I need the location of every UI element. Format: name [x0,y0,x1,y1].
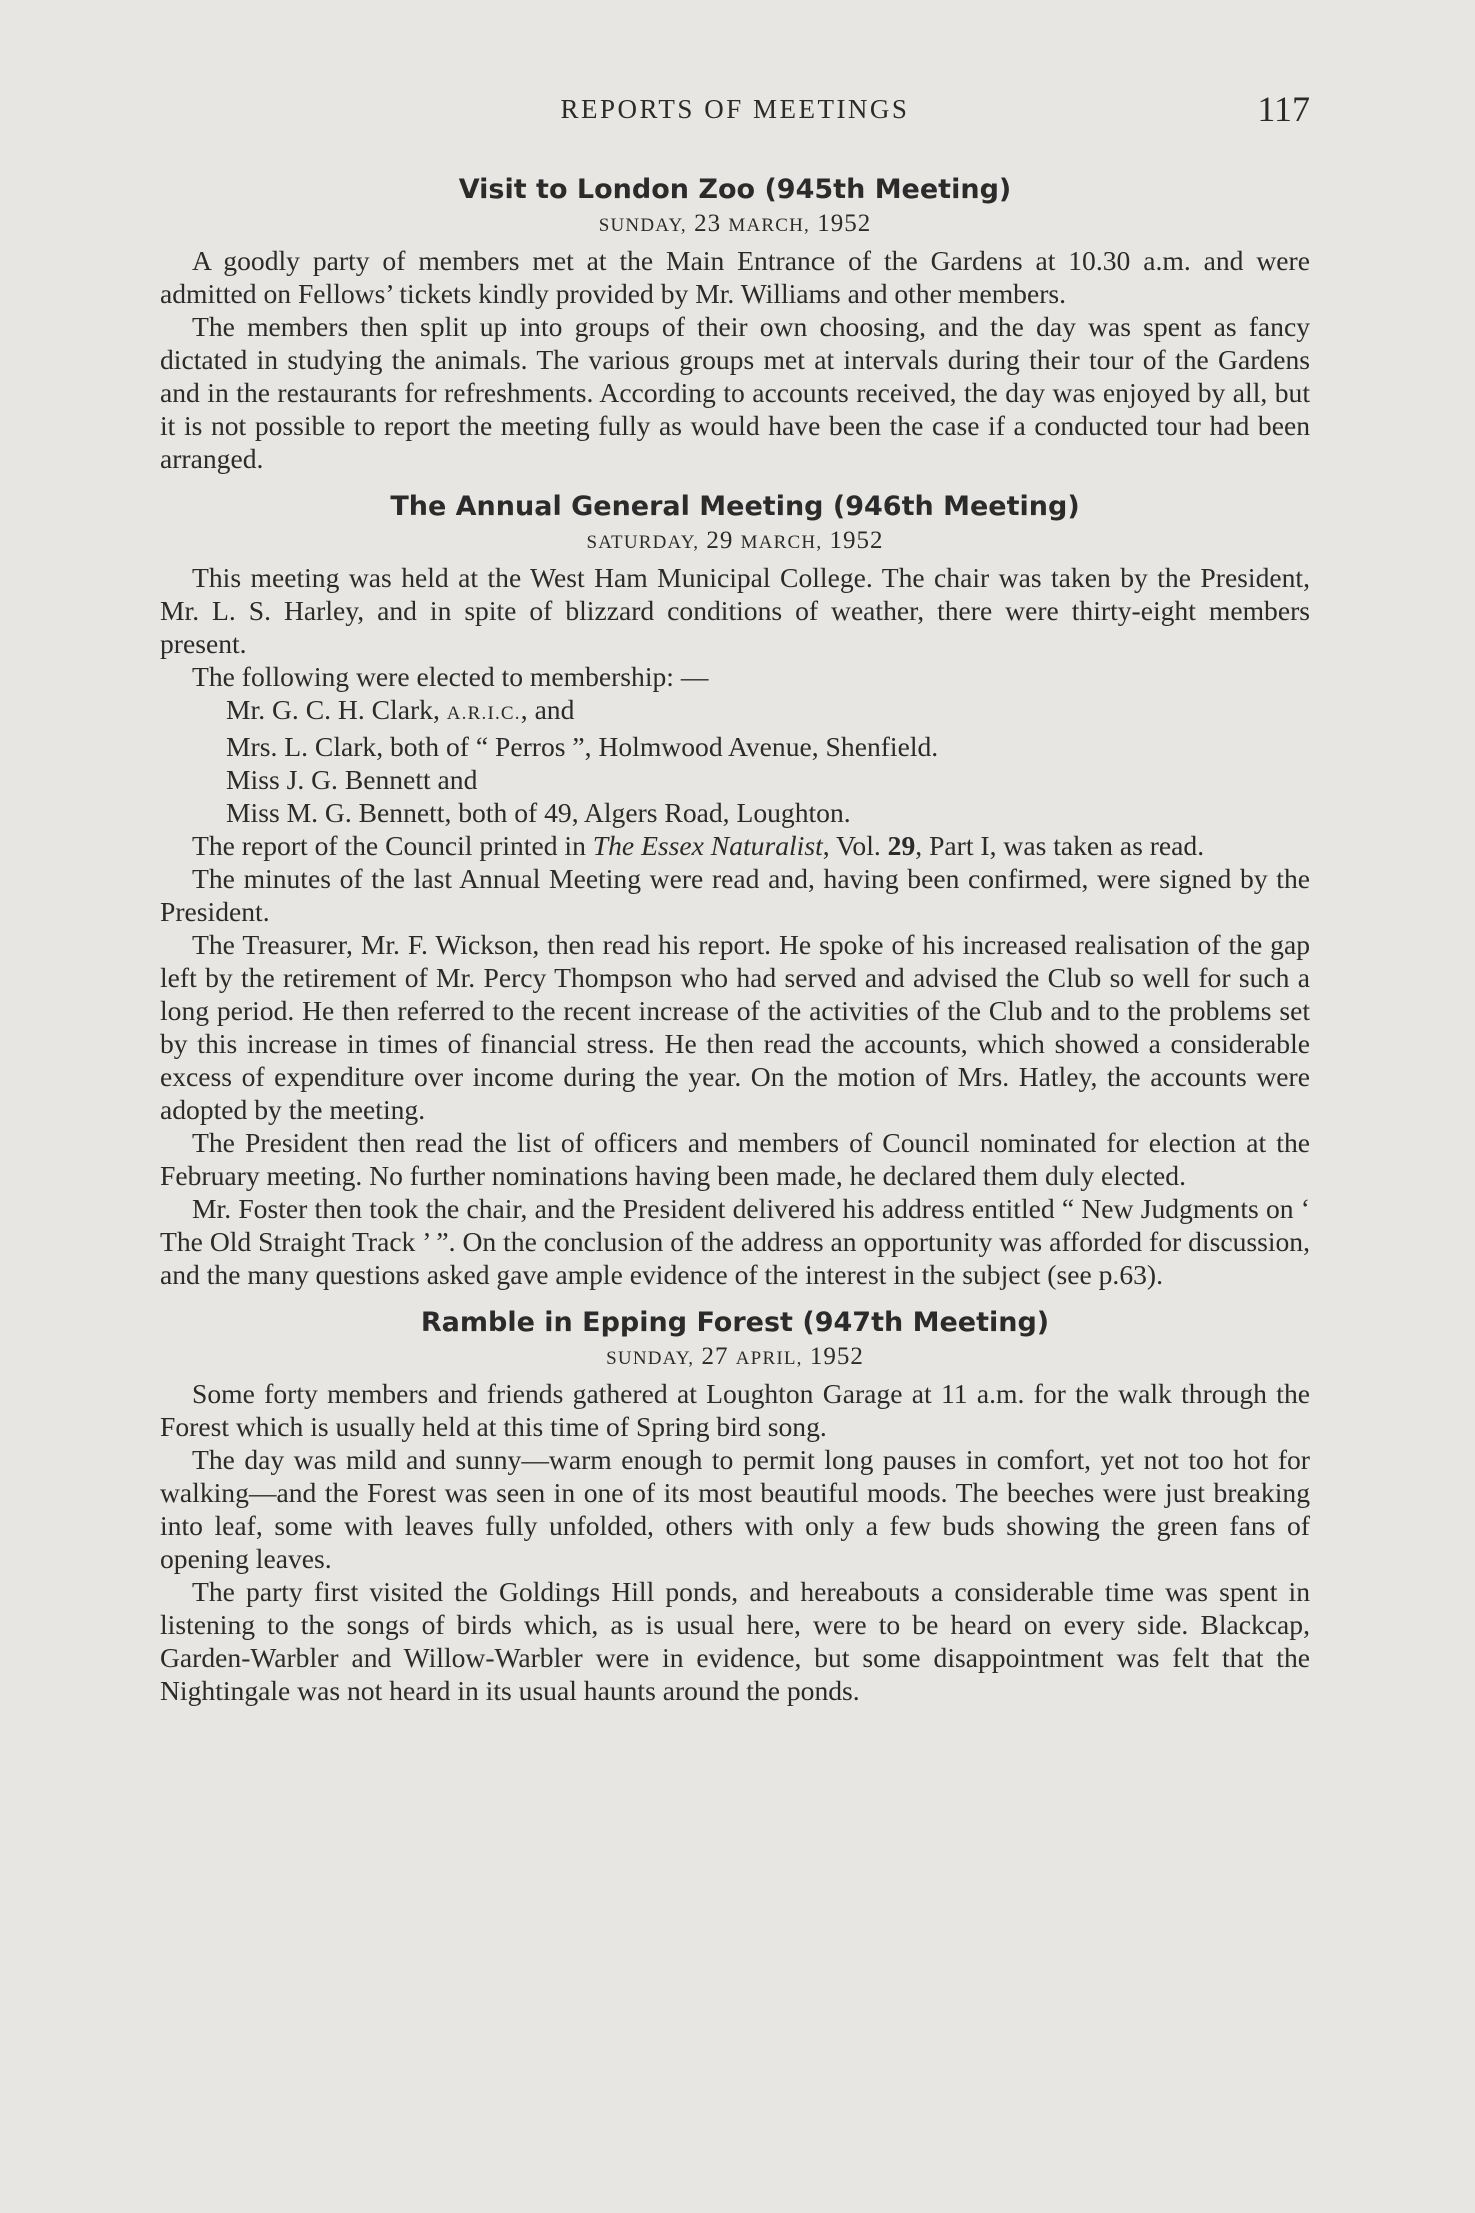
date-year: 1952 [829,527,884,554]
member-entry: Miss M. G. Bennett, both of 49, Algers Road, Loughton. [226,797,851,828]
date-month: MARCH, [728,215,811,236]
paragraph: The party first visited the Goldings Hill ponds, and hereabouts a considerable time was spent in listening to the songs of birds which, as is usual here, were to be heard on every side. Blackcap, Garden-Warbler and Willow-Warbler were in evidence, but some disappointment was felt that the Nightingale was not heard in its usual haunts around the ponds. [160,1576,1310,1706]
date-day: 27 [701,1343,729,1370]
volume-number: 29 [887,830,916,861]
paragraph [160,829,1310,862]
date-weekday: SATURDAY, [586,532,700,553]
paragraph: Some forty members and friends gathered at Loughton Garage at 11 a.m. for the walk through the Forest which is usually held at this time of Spring bird song. [160,1378,1310,1442]
paragraph: The Treasurer, Mr. F. Wickson, then read his report. He spoke of his increased realisation of the gap left by the retirement of Mr. Percy Thompson who had served and advised the Club so well for such a long period. He then referred to the recent increase of the activities of the Club and to the problems set by this increase in times of financial stress. He then read the accounts, which showed a considerable excess of expenditure over income during the year. On the motion of Mrs. Hatley, the accounts were adopted by the meeting. [160,929,1310,1125]
date-year: 1952 [809,1343,864,1370]
member-entry: Mrs. L. Clark, both of “ Perros ”, Holmwood Avenue, Shenfield. [226,731,939,762]
running-title: REPORTS OF MEETINGS [560,94,910,124]
text-run: , Part I, was taken as read. [915,830,1205,861]
running-head [160,88,1310,138]
date-weekday: SUNDAY, [598,215,687,236]
text-run: , Vol. [822,830,888,861]
paragraph: A goodly party of members met at the Main Entrance of the Gardens at 10.30 a.m. and were admitted on Fellows’ tickets kindly provided by Mr. Williams and other members. [160,245,1310,309]
member-entry [160,693,1310,730]
date-weekday: SUNDAY, [606,1348,695,1369]
paragraph: The following were elected to membership: — [192,661,709,692]
text-block [160,172,1310,1707]
member-qualification: A.R.I.C. [446,703,521,724]
section-date-agm [160,525,1310,559]
paragraph: This meeting was held at the West Ham Municipal College. The chair was taken by the President, Mr. L. S. Harley, and in spite of blizzard conditions of weather, there were thirty-eight members present. [160,562,1310,659]
paragraph: Mr. Foster then took the chair, and the President delivered his address entitled “ New Judgments on ‘ The Old Straight Track ’ ”. On the conclusion of the address an opportunity was afforded for discussion, and the many questions asked gave ample evidence of the interest in the subject (see p.63). [160,1193,1310,1290]
date-year: 1952 [817,210,872,237]
date-month: APRIL, [735,1348,803,1369]
paragraph: The President then read the list of officers and members of Council nominated for election at the February meeting. No further nominations having been made, he declared them duly elected. [160,1127,1310,1191]
section-heading-ramble: Ramble in Epping Forest (947th Meeting) [420,1307,1050,1338]
date-day: 23 [694,210,722,237]
section-date-ramble [160,1341,1310,1375]
member-suffix: , and [520,694,575,725]
section-heading-zoo: Visit to London Zoo (945th Meeting) [458,174,1012,205]
section-date-zoo [160,208,1310,242]
journal-title: The Essex Naturalist [592,830,823,861]
text-run: The report of the Council printed in [192,830,593,861]
member-name: Mr. G. C. H. Clark, [226,694,440,725]
paragraph: The members then split up into groups of their own choosing, and the day was spent as fancy dictated in studying the animals. The various groups met at intervals during their tour of the Gardens and in the restaurants for refreshments. According to accounts received, the day was enjoyed by all, but it is not possible to report the meeting fully as would have been the case if a conducted tour had been arranged. [160,311,1310,474]
paragraph: The minutes of the last Annual Meeting were read and, having been confirmed, were signed by the President. [160,863,1310,927]
date-day: 29 [706,527,734,554]
section-heading-agm: The Annual General Meeting (946th Meeting) [390,491,1080,522]
member-entry: Miss J. G. Bennett and [226,764,478,795]
page-number: 117 [1257,89,1310,129]
paragraph: The day was mild and sunny—warm enough to permit long pauses in comfort, yet not too hot for walking—and the Forest was seen in one of its most beautiful moods. The beeches were just breaking into leaf, some with leaves fully unfolded, others with only a few buds showing the green fans of opening leaves. [160,1444,1310,1574]
date-month: MARCH, [740,532,823,553]
